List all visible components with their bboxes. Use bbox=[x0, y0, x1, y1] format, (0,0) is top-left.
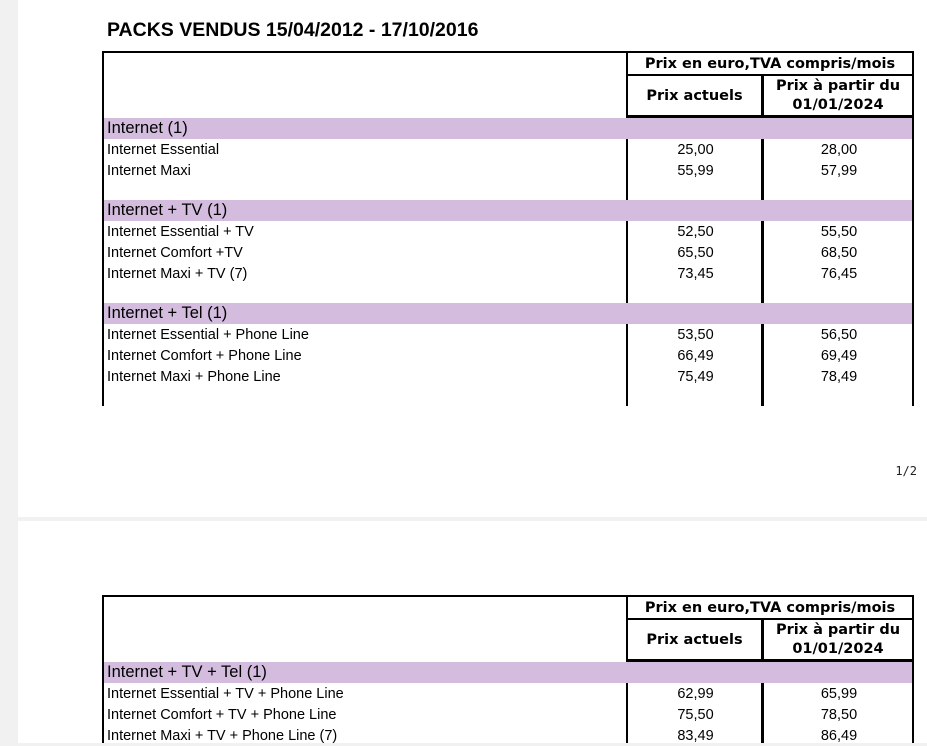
price-group-header: Prix en euro,TVA compris/mois bbox=[644, 56, 896, 72]
future-price: 57,99 bbox=[820, 163, 858, 179]
table-border-top bbox=[102, 595, 914, 597]
section-header: Internet + Tel (1) bbox=[104, 303, 912, 324]
future-price: 56,50 bbox=[820, 327, 858, 343]
current-price: 53,50 bbox=[677, 327, 714, 343]
future-price-header bbox=[764, 620, 912, 659]
page-number: 1/2 bbox=[895, 464, 917, 478]
table-row bbox=[104, 726, 912, 746]
table-row bbox=[104, 325, 912, 345]
future-price: 65,99 bbox=[820, 686, 858, 702]
future-price-header-line1: Prix à partir du bbox=[775, 621, 901, 638]
future-price: 69,49 bbox=[820, 348, 858, 364]
pack-name: Internet Maxi bbox=[107, 163, 191, 179]
table-row bbox=[104, 222, 912, 242]
price-table bbox=[102, 595, 914, 743]
pack-name: Internet Comfort + Phone Line bbox=[107, 348, 302, 364]
pack-name: Internet Essential + Phone Line bbox=[107, 327, 309, 343]
document-page-1 bbox=[18, 0, 927, 517]
section-header: Internet (1) bbox=[104, 118, 912, 139]
future-price-header-line2: 01/01/2024 bbox=[792, 96, 884, 113]
current-price: 75,49 bbox=[677, 369, 714, 385]
table-row bbox=[104, 346, 912, 366]
document-title: PACKS VENDUS 15/04/2012 - 17/10/2016 bbox=[107, 19, 479, 41]
current-price: 65,50 bbox=[677, 245, 714, 261]
current-price-header: Prix actuels bbox=[646, 87, 743, 104]
table-row bbox=[104, 264, 912, 284]
table-row bbox=[104, 140, 912, 160]
document-page-2 bbox=[18, 521, 927, 743]
pack-name: Internet Essential + TV bbox=[107, 224, 254, 240]
current-price: 75,50 bbox=[677, 707, 714, 723]
future-price: 28,00 bbox=[820, 142, 858, 158]
pack-name: Internet Comfort + TV + Phone Line bbox=[107, 707, 337, 723]
pack-name: Internet Essential bbox=[107, 142, 220, 158]
table-row bbox=[104, 367, 912, 387]
future-price-header bbox=[764, 76, 912, 115]
price-table bbox=[102, 51, 914, 406]
future-price: 78,49 bbox=[820, 369, 858, 385]
future-price: 55,50 bbox=[820, 224, 858, 240]
future-price-header-line1: Prix à partir du bbox=[775, 77, 901, 94]
pack-name: Internet Essential + TV + Phone Line bbox=[107, 686, 344, 702]
pack-name: Internet Maxi + TV + Phone Line (7) bbox=[107, 728, 338, 744]
current-price: 73,45 bbox=[677, 266, 714, 282]
future-price: 68,50 bbox=[820, 245, 858, 261]
section-header: Internet + TV (1) bbox=[104, 200, 912, 221]
price-group-header: Prix en euro,TVA compris/mois bbox=[644, 600, 896, 616]
table-row bbox=[104, 161, 912, 181]
current-price: 62,99 bbox=[677, 686, 714, 702]
future-price: 76,45 bbox=[820, 266, 858, 282]
future-price: 78,50 bbox=[820, 707, 858, 723]
future-price: 86,49 bbox=[820, 728, 858, 744]
current-price: 55,99 bbox=[677, 163, 714, 179]
pack-name: Internet Maxi + TV (7) bbox=[107, 266, 248, 282]
current-price-header: Prix actuels bbox=[646, 631, 743, 648]
current-price: 66,49 bbox=[677, 348, 714, 364]
current-price: 83,49 bbox=[677, 728, 714, 744]
pack-name: Internet Maxi + Phone Line bbox=[107, 369, 281, 385]
table-border-top bbox=[102, 51, 914, 53]
current-price: 52,50 bbox=[677, 224, 714, 240]
future-price-header-line2: 01/01/2024 bbox=[792, 640, 884, 657]
table-row bbox=[104, 705, 912, 725]
pack-name: Internet Comfort +TV bbox=[107, 245, 243, 261]
table-row bbox=[104, 243, 912, 263]
table-row bbox=[104, 684, 912, 704]
current-price: 25,00 bbox=[677, 142, 714, 158]
section-header: Internet + TV + Tel (1) bbox=[104, 662, 912, 683]
